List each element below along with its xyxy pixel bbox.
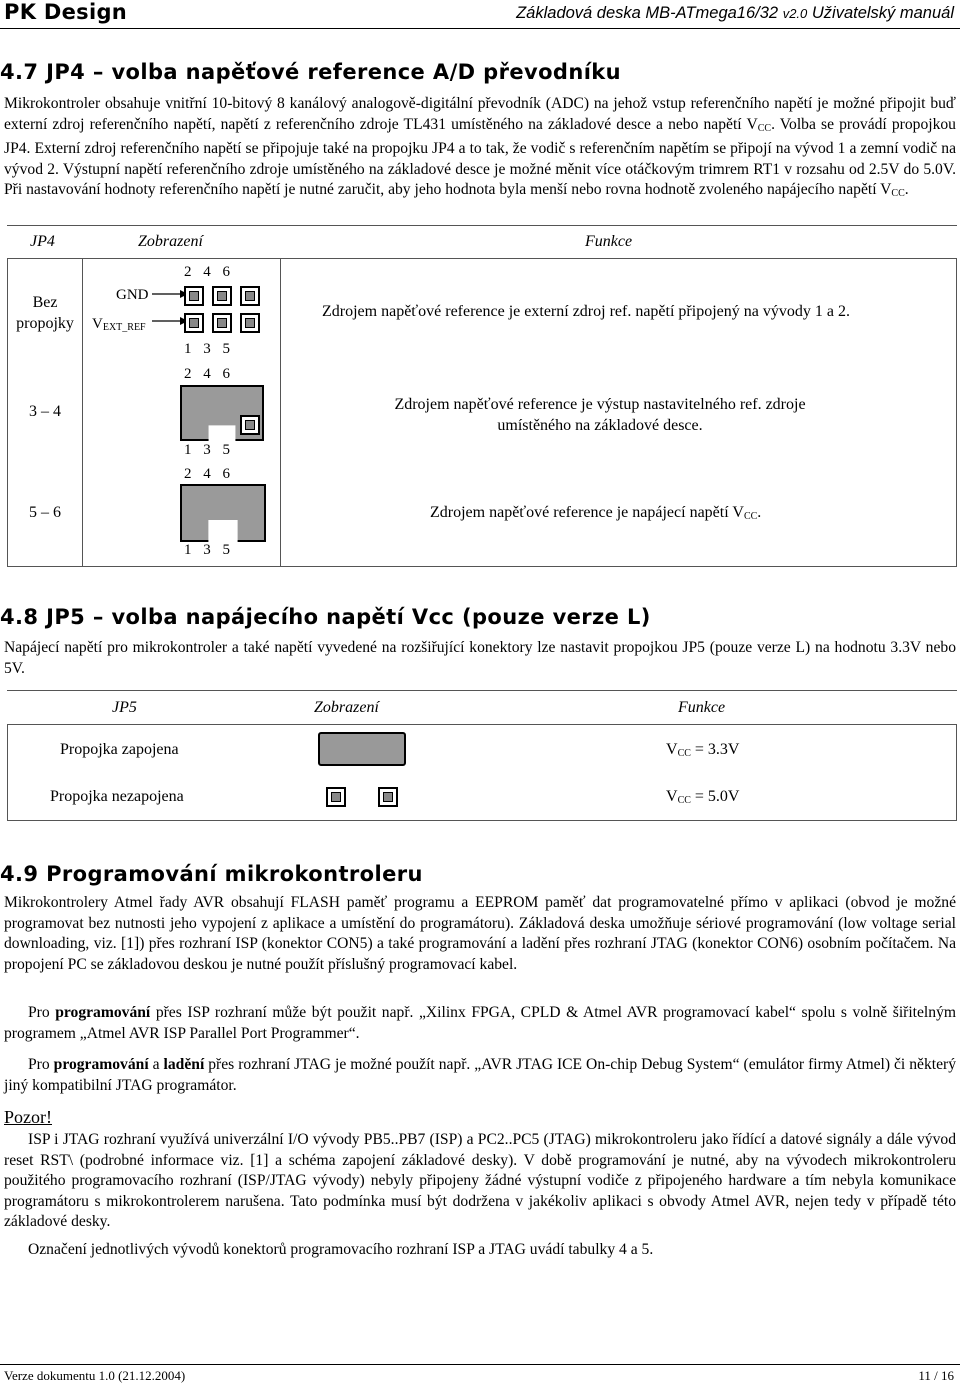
jp5-pin-2 [378,787,398,807]
jp4-header-display: Zobrazení [138,233,203,250]
jp5-header-function: Funkce [678,699,726,716]
jp5-row2-value: $V_{CC} = 5.0V$ [666,788,740,806]
jp4-pin-6 [240,286,260,306]
jp4-row3-pins-bottom: 1 3 5 [184,542,230,558]
jp4-row2-pin-5 [240,415,260,435]
jp4-gnd-label: GND [116,287,149,303]
jp5-jumper-connected [318,732,406,766]
jp4-row2-label: 3 – 4 [29,403,61,420]
doc-name: Základová deska MB-ATmega16/32 [516,4,779,22]
jp4-pin-1 [184,313,204,333]
brand-logo: PK Design [4,0,128,24]
jp4-row3-pins-top: 2 4 6 [184,466,230,482]
doc-version: v2.0 [782,6,808,21]
section-4-9-paragraph-2: Pro programování přes ISP rozhraní může být použit např. „Xilinx FPGA, CPLD & Atmel AVR programovací kabel“ spolu s volně šiřitelným programem „Atmel AVR ISP Parallel Port Programmer“. [4,1004,956,1042]
jp4-row1-function: Zdrojem napěťové reference je externí zdroj ref. napětí připojený na vývody 1 a 2. [322,303,850,320]
footer-page-number: 11 / 16 [918,1368,954,1383]
jp4-row3-function: Zdrojem napěťové reference je napájecí napětí $V_{CC}$. [430,504,762,522]
jp5-row1-value: $V_{CC} = 3.3V$ [666,741,740,759]
jp4-pin-4 [212,286,232,306]
jp4-row2-function: Zdrojem napěťové reference je výstup nastavitelného ref. zdroje umístěného na základové desce. [394,396,806,434]
jp5-row2-label: Propojka nezapojena [50,788,184,805]
section-4-8-paragraph: Napájecí napětí pro mikrokontroler a také napětí vyvedené na rozšiřující konektory lze nastavit propojkou JP5 (pouze verze L) na hodnotu 3.3V nebo 5V. [4,639,956,677]
doc-suffix: Uživatelský manuál [811,4,954,22]
warning-paragraph: ISP i JTAG rozhraní využívá univerzální I/O vývody PB5..PB7 (ISP) a PC2..PC5 (JTAG) mikrokontroleru jako řídící a datové signály a dále vývod reset RST\ (podrobné informace viz. [1] a schéma zapojení základové desky). V době programování je nutné, aby na vývodech mikrokontroleru použitého programovacího rozhraní (ISP/JTAG vývody) nebyly připojeny žádné výstupní vodiče z připojeného hardware a tím nebyla komunikace programátoru s mikrokontrolerem narušena. Tato podmínka musí být dodržena v jakékoliv aplikaci s obvody Atmel AVR, nejen tedy v případě této základové desky. [4,1131,956,1231]
jp4-row1-pins-top: 2 4 6 [184,264,230,280]
jp4-row1-pins-bottom: 1 3 5 [184,341,230,357]
document-title [516,4,954,23]
jp4-pin-5 [240,313,260,333]
footer-version: Verze dokumentu 1.0 (21.12.2004) [4,1368,186,1383]
section-4-9-paragraph-5: Označení jednotlivých vývodů konektorů programovacího rozhraní ISP a JTAG uvádí tabulky 4 a 5. [28,1241,654,1258]
jp4-row1-label: Bez propojky [16,294,74,332]
jp5-pin-1 [326,787,346,807]
section-4-8-title: 4.8 JP5 – volba napájecího napětí Vcc (pouze verze L) [0,605,651,629]
jp5-header-jp: JP5 [112,699,137,716]
jp4-jumper-5-6 [180,484,266,542]
section-4-7-title: 4.7 JP4 – volba napěťové reference A/D převodníku [0,60,622,84]
section-4-9-paragraph-1: Mikrokontrolery Atmel řady AVR obsahují FLASH paměť programu a EEPROM paměť dat programovatelné přímo v aplikaci (obvod je možné programovat bez nutnosti jeho vypojení z aplikace a umístění do programátoru). Základová deska umožňuje sériové programování (low voltage serial downloading, viz. [1]) přes rozhraní ISP (konektor CON5) a také programování a ladění přes rozhraní JTAG (konektor CON6) osobním počítačem. Na propojení PC se základovou deskou je nutné použít příslušný programovací kabel. [4,894,956,973]
jp4-row2-pins-top: 2 4 6 [184,366,230,382]
jp4-vext-label: $V_{EXT\_REF}$ [92,316,146,333]
jp4-header-jp: JP4 [30,233,55,250]
jp5-header-display: Zobrazení [314,699,379,716]
jp4-row2-pins-bottom: 1 3 5 [184,442,230,458]
section-4-9-title: 4.9 Programování mikrokontroleru [0,862,423,886]
header-divider [0,28,960,29]
jp4-pin-3 [212,313,232,333]
section-4-7-paragraph: Mikrokontroler obsahuje vnitřní 10-bitový 8 kanálový analogově-digitální převodník (ADC) na jehož vstup referenčního napětí je možné připojit buď externí zdroj referenčního napětí, napětí z referenčního zdroje TL431 umístěného na základové desce a nebo napětí $V_{CC}$. Volba se provádí propojkou JP4. Externí zdroj referenčního napětí se připojuje také na propojku JP4 a to tak, že vodič s referenčním napětím se připojí na vývod 1 a zemní vodič na vývod 2. Výstupní napětí referenčního zdroje umístěného na základové desce je možné měnit více otáčkovým trimrem RT1 v rozsahu od 2.5V do 5.0V. Při nastavování hodnoty referenčního napětí je nutné zaručit, aby jeho hodnota byla menší nebo rovna hodnotě zvoleného napájecího napětí $V_{CC}$. [4,95,956,200]
section-4-9-paragraph-3: Pro programování a ladění přes rozhraní JTAG je možné použít např. „AVR JTAG ICE On-chip Debug System“ (emulátor firmy Atmel) či některý jiný kompatibilní JTAG programátor. [4,1056,957,1094]
warning-title: Pozor! [4,1107,52,1127]
jp4-row3-label: 5 – 6 [29,504,61,521]
footer-divider [0,1364,960,1365]
jp4-pin-2 [184,286,204,306]
jp4-header-function: Funkce [585,233,633,250]
jp5-row1-label: Propojka zapojena [60,741,179,758]
